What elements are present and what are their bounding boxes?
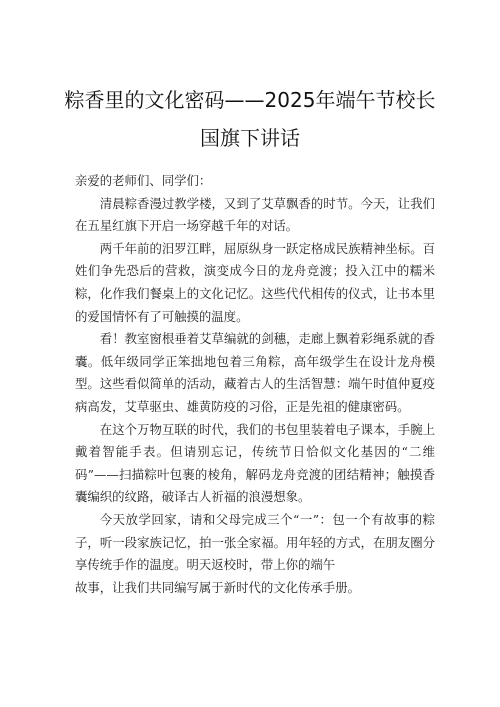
paragraph-1: 清晨粽香漫过教学楼，又到了艾草飘香的时节。今天，让我们在五星红旗下开启一场穿越千年的对话。 [75, 195, 435, 234]
paragraph-2: 两千年前的汨罗江畔，屈原纵身一跃定格成民族精神坐标。百姓们争先恐后的营救，演变成今日的龙舟竞渡；投入江中的糯米粽，化作我们餐桌上的文化记忆。这些代代相传的仪式，让书本里的爱国情怀有了可触摸的温度。 [75, 240, 435, 324]
paragraph-3: 看！教室窗根垂着艾草编就的剑穗，走廊上飘着彩绳系就的香囊。低年级同学正笨拙地包着三角粽，高年级学生在设计龙舟模型。这些看似简单的活动，藏着古人的生活智慧：端午时值仲夏疫病高发，艾草驱虫、雄黄防疫的习俗，正是先祖的健康密码。 [75, 331, 435, 414]
closing-line: 故事，让我们共同编写属于新时代的文化传承手册。 [75, 579, 360, 595]
title-line-2: 国旗下讲话 [200, 126, 300, 150]
salutation: 亲爱的老师们、同学们： [75, 173, 212, 188]
speech-body [75, 170, 435, 599]
paragraph-5: 今天放学回家，请和父母完成三个“一”：包一个有故事的粽子，听一段家族记忆，拍一张全家福。用年轻的方式，在朋友圈分享传统手作的温度。明天返校时，带上你的端午 [75, 511, 435, 573]
title-line-1: 粽香里的文化密码——2025年端午节校长 [64, 88, 436, 112]
paragraph-4: 在这个万物互联的时代，我们的书包里装着电子课本，手腕上戴着智能手表。但请别忘记，传统节日恰似文化基因的“二维码”——扫描粽叶包裹的棱角，解码龙舟竞渡的团结精神；触摸香囊编织的纹路，破译古人祈福的浪漫想象。 [75, 421, 435, 505]
